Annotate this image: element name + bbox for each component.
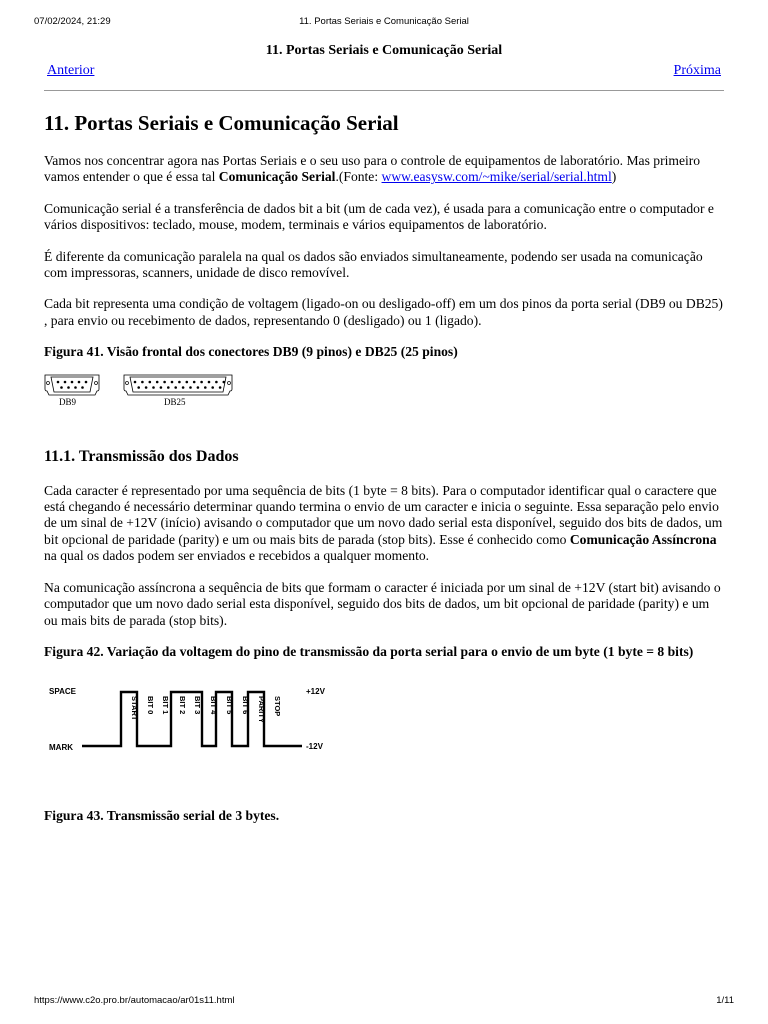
paragraph-character bbox=[44, 483, 726, 565]
print-page-number: 1/11 bbox=[716, 995, 734, 1006]
bit-label: BIT 5 bbox=[225, 696, 234, 715]
connector-pin bbox=[163, 380, 166, 383]
connector-pin bbox=[223, 380, 226, 383]
connector-pin bbox=[182, 386, 185, 389]
bit-label: BIT 2 bbox=[178, 696, 187, 715]
connector-pin bbox=[141, 380, 144, 383]
connector-pin bbox=[71, 380, 74, 383]
connector-pin bbox=[57, 380, 60, 383]
db9-connector bbox=[45, 375, 99, 407]
connector-pin bbox=[167, 386, 170, 389]
connector-pin bbox=[204, 386, 207, 389]
mark-label: MARK bbox=[49, 743, 73, 753]
connector-pin bbox=[156, 380, 159, 383]
connector-pin bbox=[186, 380, 189, 383]
connectors-figure bbox=[44, 371, 244, 411]
db25-connector bbox=[124, 375, 232, 407]
print-url: https://www.c2o.pro.br/automacao/ar01s11.html bbox=[34, 995, 235, 1006]
db25-label: DB25 bbox=[164, 396, 186, 407]
paragraph-text: ) bbox=[611, 169, 617, 185]
bit-label: START bbox=[130, 696, 139, 721]
bit-label: BIT 4 bbox=[209, 696, 218, 715]
bold-term: Comunicação Serial bbox=[218, 169, 336, 185]
connector-pin bbox=[189, 386, 192, 389]
article-content bbox=[44, 110, 726, 835]
print-doc-title: 11. Portas Seriais e Comunicação Serial bbox=[299, 16, 469, 27]
connector-pin bbox=[200, 380, 203, 383]
connector-pin bbox=[171, 380, 174, 383]
bit-label: BIT 1 bbox=[161, 696, 170, 715]
nav-divider bbox=[44, 90, 724, 91]
paragraph-text: .(Fonte: bbox=[335, 169, 382, 185]
bold-term: Comunicação Assíncrona bbox=[569, 531, 717, 547]
connector-pin bbox=[193, 380, 196, 383]
paragraph-text: Cada caracter é representado por uma sequência de bits (1 byte = 8 bits). Para o computador identificar qual o caractere que está chegando é necessário determinar quando termina o envio de um caracter e inicia o seguinte. Essa separação pelo envio de um sinal de +12V (início) avisando o computador que um novo dado serial esta disponível, seguido dos bits de dados, um bit opcional de paridade (parity) e um ou mais bits de parada (stop bits). Esse é conhecido como bbox=[44, 482, 723, 547]
connector-pin bbox=[208, 380, 211, 383]
section-heading: 11. Portas Seriais e Comunicação Serial bbox=[44, 111, 399, 135]
connector-pin bbox=[67, 386, 70, 389]
paragraph-bits: Cada bit representa uma condição de voltagem (ligado-on ou desligado-off) em um dos pinos da porta serial (DB9 ou DB25) , para envio ou recebimento de dados, representando 0 (desligado) ou 1 (ligado). bbox=[44, 296, 723, 328]
paragraph-intro bbox=[44, 153, 726, 186]
figure-41-title: Figura 41. Visão frontal dos conectores DB9 (9 pinos) e DB25 (25 pinos) bbox=[44, 344, 458, 360]
paragraph-definition: Comunicação serial é a transferência de dados bit a bit (um de cada vez), é usada para a comunicação entre o computador e vários dispositivos: teclado, mouse, modem, terminais e vários equipamentos de laboratório. bbox=[44, 200, 714, 233]
signal-waveform bbox=[82, 692, 302, 746]
connector-pin bbox=[178, 380, 181, 383]
bit-label: PARITY bbox=[257, 696, 266, 724]
connector-pin bbox=[74, 386, 77, 389]
connector-pin bbox=[219, 386, 222, 389]
paragraph-parallel: É diferente da comunicação paralela na qual os dados são enviados simultaneamente, podendo ser usada na comunicação com impressoras, scanners, unidade de disco removível. bbox=[44, 248, 703, 281]
connector-pin bbox=[197, 386, 200, 389]
connector-pin bbox=[81, 386, 84, 389]
connector-pin bbox=[134, 380, 137, 383]
plus12v-label: +12V bbox=[306, 687, 325, 697]
connector-pin bbox=[149, 380, 152, 383]
connector-pin bbox=[174, 386, 177, 389]
connector-pin bbox=[78, 380, 81, 383]
space-label: SPACE bbox=[49, 687, 76, 697]
paragraph-text: Vamos nos concentrar agora nas Portas Seriais e o seu uso para o controle de equipamentos de laboratório. Mas primeiro vamos entender o que é essa tal bbox=[44, 153, 701, 185]
connector-pin bbox=[64, 380, 67, 383]
minus12v-label: -12V bbox=[306, 742, 323, 752]
nav-bar bbox=[44, 63, 724, 81]
waveform-figure bbox=[44, 682, 344, 756]
print-datetime: 07/02/2024, 21:29 bbox=[34, 16, 111, 27]
paragraph-async: Na comunicação assíncrona a sequência de bits que formam o caracter é iniciada por um sinal de +12V (start bit) avisando o computador que um novo dado serial esta disponível, seguido dos bits de dados, um bit opcional de paridade (parity) e um ou mais bits de parada (stop bits). bbox=[44, 579, 721, 628]
connector-pin bbox=[145, 386, 148, 389]
db9-label: DB9 bbox=[59, 396, 77, 407]
nav-title: 11. Portas Seriais e Comunicação Serial bbox=[265, 43, 503, 58]
paragraph-text: na qual os dados podem ser enviados e recebidos a qualquer momento. bbox=[44, 548, 430, 564]
figure-43-title: Figura 43. Transmissão serial de 3 bytes. bbox=[44, 808, 280, 824]
prev-link[interactable]: Anterior bbox=[47, 63, 95, 78]
bit-label: BIT 6 bbox=[241, 696, 250, 715]
bit-label: BIT 0 bbox=[146, 696, 155, 715]
source-link[interactable]: www.easysw.com/~mike/serial/serial.html bbox=[381, 169, 612, 185]
figure-42-title: Figura 42. Variação da voltagem do pino de transmissão da porta serial para o envio de um byte (1 byte = 8 bits) bbox=[44, 643, 694, 659]
connector-pin bbox=[137, 386, 140, 389]
connector-pin bbox=[60, 386, 63, 389]
connector-pin bbox=[85, 380, 88, 383]
connector-pin bbox=[211, 386, 214, 389]
next-link[interactable]: Próxima bbox=[673, 63, 721, 78]
connector-pin bbox=[160, 386, 163, 389]
bit-label: STOP bbox=[273, 696, 282, 717]
connector-pin bbox=[152, 386, 155, 389]
subsection-heading: 11.1. Transmissão dos Dados bbox=[44, 447, 239, 465]
bit-label: BIT 3 bbox=[193, 696, 202, 715]
connector-pin bbox=[215, 380, 218, 383]
